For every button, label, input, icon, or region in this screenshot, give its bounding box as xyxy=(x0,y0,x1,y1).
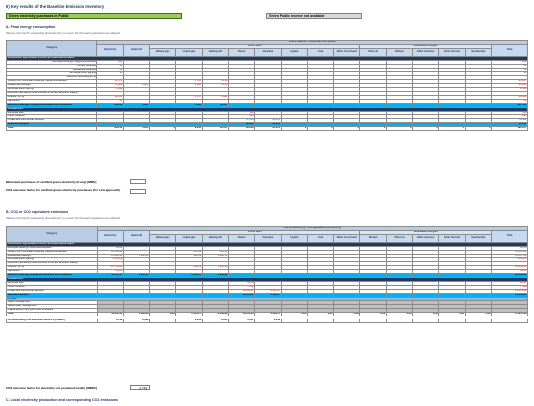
factor-label: CO2 emission factor for certified green electricity purchases (for LCA approach) xyxy=(6,188,121,192)
cell: 181.977 xyxy=(491,127,527,131)
col-plant-oil: Plant oil xyxy=(386,234,412,242)
row-label: Tertiary buildings xyxy=(7,64,97,68)
cell: 0,00 xyxy=(307,313,333,318)
cell[interactable]: 866,39 xyxy=(176,266,202,270)
col-total: Total xyxy=(491,44,527,56)
row-label: Subtotal transport xyxy=(7,123,97,127)
cell: 16.479 xyxy=(255,127,281,131)
cell: 12.317 xyxy=(202,127,228,131)
row-label: Municipal buildings, equipment/facilities xyxy=(7,246,98,250)
cell[interactable]: 292 xyxy=(228,115,254,119)
cell[interactable]: 1.819 xyxy=(491,88,527,92)
row-label: Municipal public lighting xyxy=(7,258,98,262)
cell[interactable]: 80,62 xyxy=(97,246,123,250)
row-label: Agriculture xyxy=(7,270,98,274)
cell: 0,908 xyxy=(123,318,149,323)
cell: 0,00 xyxy=(465,313,491,318)
emission-factors-row xyxy=(7,318,528,323)
cell: 14.258,08 xyxy=(491,293,527,297)
cell: 2.144,17 xyxy=(176,313,202,318)
row-label: scheme - ETS) xyxy=(7,95,97,99)
local-factor-value: 0,749 xyxy=(130,385,150,390)
col-liquid-gas: Liquid gas xyxy=(176,48,202,56)
cell: 0,267 xyxy=(228,318,254,323)
cell xyxy=(491,318,527,323)
col-lignite: Lignite xyxy=(281,48,307,56)
cell: 1.090,00 xyxy=(123,313,149,318)
local-factor-label: CO2 emission factor for electricity not produced locally [t/MWh] xyxy=(6,386,97,390)
col-electricity: Electricity xyxy=(97,230,123,242)
cell[interactable]: 11 xyxy=(491,72,527,76)
cell: 4.103,27 xyxy=(255,293,281,297)
row-label: Municipal fleet xyxy=(7,281,98,285)
cell[interactable]: 43,21 xyxy=(491,270,527,274)
cell[interactable]: 37.633 xyxy=(228,119,254,123)
col-geothermal: Geothermal xyxy=(465,234,491,242)
cell: 0,264 xyxy=(202,318,228,323)
row-label: Industries (excluding those involved in the EU Emission trading xyxy=(7,262,98,266)
cell: 0 xyxy=(360,127,386,131)
cell: 0 xyxy=(334,127,360,131)
cell xyxy=(439,318,465,323)
section-b-title: B. CO2 or CO2 equivalent emissions xyxy=(6,210,69,214)
cell: 0,232 xyxy=(176,318,202,323)
cell[interactable]: 605,30 xyxy=(202,250,228,254)
fossil-header: Fossil fuels xyxy=(150,44,360,48)
cell[interactable]: 650,96 xyxy=(176,250,202,254)
row-label: Municipal buildings, equipment/facilities xyxy=(7,60,97,64)
row-label: Subtotal transport xyxy=(7,293,98,297)
cell[interactable]: 16.479 xyxy=(255,119,281,123)
cell[interactable]: 19.579 xyxy=(97,80,123,84)
band-label: TRANSPORT: xyxy=(7,107,528,111)
cell: 127.465 xyxy=(491,103,527,107)
cell[interactable]: 49.886 xyxy=(491,95,527,99)
col-heat: Heat/cold xyxy=(123,230,149,242)
cell: 0,749 xyxy=(97,318,123,323)
category-header: Category xyxy=(7,41,97,57)
col-solar-thermal: Solar thermal xyxy=(439,48,465,56)
row-label: Municipal fleet xyxy=(7,111,97,115)
row-label: Industries (excluding those involved in the EU Emission trading xyxy=(7,91,97,95)
row-label: Municipal public lighting xyxy=(7,72,97,76)
band-label: BUILDINGS, EQUIPMENT/FACILITIES AND INDUSTRIES: xyxy=(7,56,528,60)
cell: 0,00 xyxy=(360,313,386,318)
row-label: Waste management xyxy=(7,301,98,305)
cell: 88.212 xyxy=(97,127,123,131)
col-heat: Heat/cold xyxy=(123,44,149,56)
col-other-biomass: Other biomass xyxy=(413,234,439,242)
cell[interactable]: 17.993 xyxy=(97,84,123,88)
row-label: Residential buildings xyxy=(7,254,98,258)
page-title: II) Key results of the Baseline Emission Inventory xyxy=(6,4,105,9)
cell[interactable]: 5.451 xyxy=(202,95,228,99)
band-label: OTHER: xyxy=(7,297,528,301)
cell: 0,00 xyxy=(281,313,307,318)
section-b-note: Please note that for separating decimals dot [.] is used. No thousand separators are allowed. xyxy=(6,216,121,220)
row-label: Please specify here your other emissions xyxy=(7,309,98,313)
cell: 0,00 xyxy=(439,313,465,318)
cell: 0,00 xyxy=(150,313,176,318)
cell xyxy=(386,318,412,323)
col-biofuel: Biofuel xyxy=(386,48,412,56)
col-geothermal: Geothermal xyxy=(465,48,491,56)
cell[interactable]: 16.317,84 xyxy=(491,254,527,258)
cell[interactable]: 4.573 xyxy=(202,84,228,88)
cell[interactable]: 3.757 xyxy=(176,95,202,99)
row-label: Industries (excluding ETS) xyxy=(7,76,97,80)
cell[interactable]: 1.355,00 xyxy=(97,258,123,262)
col-gasoline: Gasoline xyxy=(255,234,281,242)
col-other-fossil-fuels: Other fossil fuels xyxy=(334,48,360,56)
col-natural-gas: Natural gas xyxy=(150,48,176,56)
section-a-note: Please note that for separating decimals dot [.] is used. No thousand separators are allowed. xyxy=(6,31,121,35)
cell[interactable]: 29.036,29 xyxy=(491,266,527,270)
cell[interactable]: 626,82 xyxy=(176,254,202,258)
cell xyxy=(334,318,360,323)
table-row xyxy=(7,127,528,131)
cell[interactable]: 58 xyxy=(97,99,123,103)
fossil-header: Fossil fuels xyxy=(150,230,360,234)
cell: 4.103,27 xyxy=(255,313,281,318)
purchase-label: Municipal purchases of certified green electricity (if any) [MWh] xyxy=(6,180,97,184)
col-diesel: Diesel xyxy=(228,48,254,56)
cell: 1.090,00 xyxy=(123,274,149,278)
renewable-header: Renewable energies xyxy=(360,44,491,48)
cell xyxy=(307,318,333,323)
cell: 1.201 xyxy=(123,103,149,107)
cell: 0,00 xyxy=(413,313,439,318)
cell: 88.212 xyxy=(97,103,123,107)
row-label: Public transport xyxy=(7,285,98,289)
cell[interactable]: 26.734,00 xyxy=(97,266,123,270)
cell: 0,249 xyxy=(255,318,281,323)
row-label: Total xyxy=(7,313,98,318)
group-header: CO2 emissions [t] / CO2 equivalent emissions [t] xyxy=(97,227,528,231)
cell[interactable]: 13.392,30 xyxy=(97,254,123,258)
row-label: Private and commercial transport xyxy=(7,289,98,293)
cell[interactable]: 41 xyxy=(491,64,527,68)
row-label: Corresponding CO2 emission factors in [t/MWh] xyxy=(7,318,98,323)
cell[interactable]: 1.355,00 xyxy=(491,258,527,262)
cell: 0,00 xyxy=(386,313,412,318)
cell[interactable]: 54 xyxy=(97,68,123,72)
category-header: Category xyxy=(7,227,98,243)
cell[interactable]: 14.151,28 xyxy=(491,289,527,293)
section-a-title: A. Final energy consumption xyxy=(6,25,56,29)
factor-input[interactable] xyxy=(130,189,146,194)
cell[interactable]: 54 xyxy=(491,68,527,72)
cell[interactable]: 2.690 xyxy=(176,84,202,88)
cell[interactable]: 1.435,90 xyxy=(202,266,228,270)
cell[interactable]: 292 xyxy=(491,115,527,119)
row-label: Subtotal buildings, equipment/facilities and industries xyxy=(7,103,97,107)
cell: 0 xyxy=(413,127,439,131)
cell: 62.689,20 xyxy=(491,274,527,278)
green-public-reserve-label: Green Public reserve not available xyxy=(266,13,362,19)
cell[interactable]: 25.257 xyxy=(491,80,527,84)
cell: 0 xyxy=(386,127,412,131)
col-biofuel: Biofuel xyxy=(360,234,386,242)
cell: 0 xyxy=(465,127,491,131)
cell: 76.947,28 xyxy=(491,313,527,318)
cell xyxy=(465,318,491,323)
cell: 10.154,81 xyxy=(228,293,254,297)
row-label: Subtotal buildings, equipment/facilities and industries xyxy=(7,274,98,278)
cell: 38.033 xyxy=(228,123,254,127)
cell[interactable]: 2.293 xyxy=(202,80,228,84)
cell: 1.201 xyxy=(123,127,149,131)
cell[interactable]: 2.795 xyxy=(176,80,202,84)
col-electricity: Electricity xyxy=(97,44,123,56)
co2-emissions-table xyxy=(6,226,528,323)
cell: 56.205,11 xyxy=(97,274,123,278)
cell[interactable]: 43,21 xyxy=(97,270,123,274)
row-label: Residential buildings xyxy=(7,68,97,72)
cell: 38.033 xyxy=(228,127,254,131)
row-label: Private and commercial transport xyxy=(7,119,97,123)
cell: 3.249,92 xyxy=(202,274,228,278)
cell: 0 xyxy=(439,127,465,131)
cell xyxy=(150,318,176,323)
renewable-header: Renewable energies xyxy=(360,230,491,234)
cell[interactable]: 262 xyxy=(97,60,123,64)
cell: 2.144,17 xyxy=(176,274,202,278)
final-energy-table xyxy=(6,40,528,131)
col-gasoline: Gasoline xyxy=(255,48,281,56)
col-plant-oil: Plant oil xyxy=(360,48,386,56)
row-label: Residential buildings xyxy=(7,84,97,88)
cell[interactable]: 11 xyxy=(97,72,123,76)
cell xyxy=(281,318,307,323)
cell[interactable]: 1.201 xyxy=(123,84,149,88)
cell: 0,00 xyxy=(334,313,360,318)
col-lignite: Lignite xyxy=(281,234,307,242)
cell[interactable]: 10.048,01 xyxy=(228,289,254,293)
col-liquid-gas: Liquid gas xyxy=(176,234,202,242)
col-diesel: Diesel xyxy=(228,234,254,242)
cell: 56.205,11 xyxy=(97,313,123,318)
cell: 12.317 xyxy=(202,103,228,107)
cell: 9.242 xyxy=(176,103,202,107)
band-label: TRANSPORT: xyxy=(7,277,528,281)
cell: 0 xyxy=(307,127,333,131)
cell: 9.242 xyxy=(176,127,202,131)
group-header: FINAL ENERGY CONSUMPTION [MWh] xyxy=(97,41,528,45)
cell: 54.512 xyxy=(491,123,527,127)
cell[interactable]: 262 xyxy=(491,60,527,64)
row-label: Total xyxy=(7,127,97,131)
col-solar-thermal: Solar thermal xyxy=(439,234,465,242)
cell[interactable]: 14.599,98 xyxy=(97,250,123,254)
cell[interactable]: 80,62 xyxy=(491,246,527,250)
row-label: Municipal public lighting xyxy=(7,88,97,92)
row-label: Tertiary (non municipal) buildings, equipment/facilities xyxy=(7,80,97,84)
section-c-title: C. Local electricity production and corresponding CO2 emissions xyxy=(6,398,119,402)
cell xyxy=(413,318,439,323)
cell: 16.479 xyxy=(255,123,281,127)
row-label: Public transport xyxy=(7,115,97,119)
row-label: Tertiary (non municipal) buildings, equipment/facilities xyxy=(7,250,98,254)
col-other-fossil-fuels: Other fossil fuels xyxy=(334,234,360,242)
cell[interactable]: 36.378 xyxy=(97,95,123,99)
cell[interactable]: 108 xyxy=(491,111,527,115)
cell[interactable]: 58 xyxy=(491,99,527,103)
cell: 0 xyxy=(281,127,307,131)
col-heating-oil: Heating Oil xyxy=(202,48,228,56)
cell[interactable]: 1.819 xyxy=(97,88,123,92)
col-total: Total xyxy=(491,230,527,242)
cell[interactable]: 1.208,72 xyxy=(202,254,228,258)
cell[interactable]: 41 xyxy=(97,64,123,68)
green-electricity-label: Green electricity purchases in Public xyxy=(6,13,182,19)
row-label: Agriculture xyxy=(7,99,97,103)
cell[interactable]: 15.856,24 xyxy=(491,250,527,254)
cell[interactable]: 54.112 xyxy=(491,119,527,123)
cell[interactable]: 77,96 xyxy=(491,285,527,289)
row-label: scheme - ETS) xyxy=(7,266,98,270)
col-coal: Coal xyxy=(307,234,333,242)
cell[interactable]: 108 xyxy=(228,111,254,115)
cell[interactable]: 28,84 xyxy=(491,281,527,285)
col-coal: Coal xyxy=(307,48,333,56)
cell[interactable]: 4.103,27 xyxy=(255,289,281,293)
cell: 0 xyxy=(150,127,176,131)
cell[interactable]: 43.006 xyxy=(491,84,527,88)
band-label: BUILDINGS, EQUIPMENT/FACILITIES AND INDUSTRIES: xyxy=(7,242,528,246)
cell: 3.249,92 xyxy=(202,313,228,318)
col-heating-oil: Heating Oil xyxy=(202,234,228,242)
cell[interactable]: 77,96 xyxy=(228,285,254,289)
cell: 10.154,81 xyxy=(228,313,254,318)
col-other-biomass: Other biomass xyxy=(413,48,439,56)
cell[interactable]: 1.090,00 xyxy=(123,254,149,258)
cell[interactable]: 28,84 xyxy=(228,281,254,285)
row-label: Waste water management xyxy=(7,305,98,309)
purchase-input[interactable] xyxy=(130,179,146,184)
cell xyxy=(360,318,386,323)
col-natural-gas: Natural gas xyxy=(150,234,176,242)
